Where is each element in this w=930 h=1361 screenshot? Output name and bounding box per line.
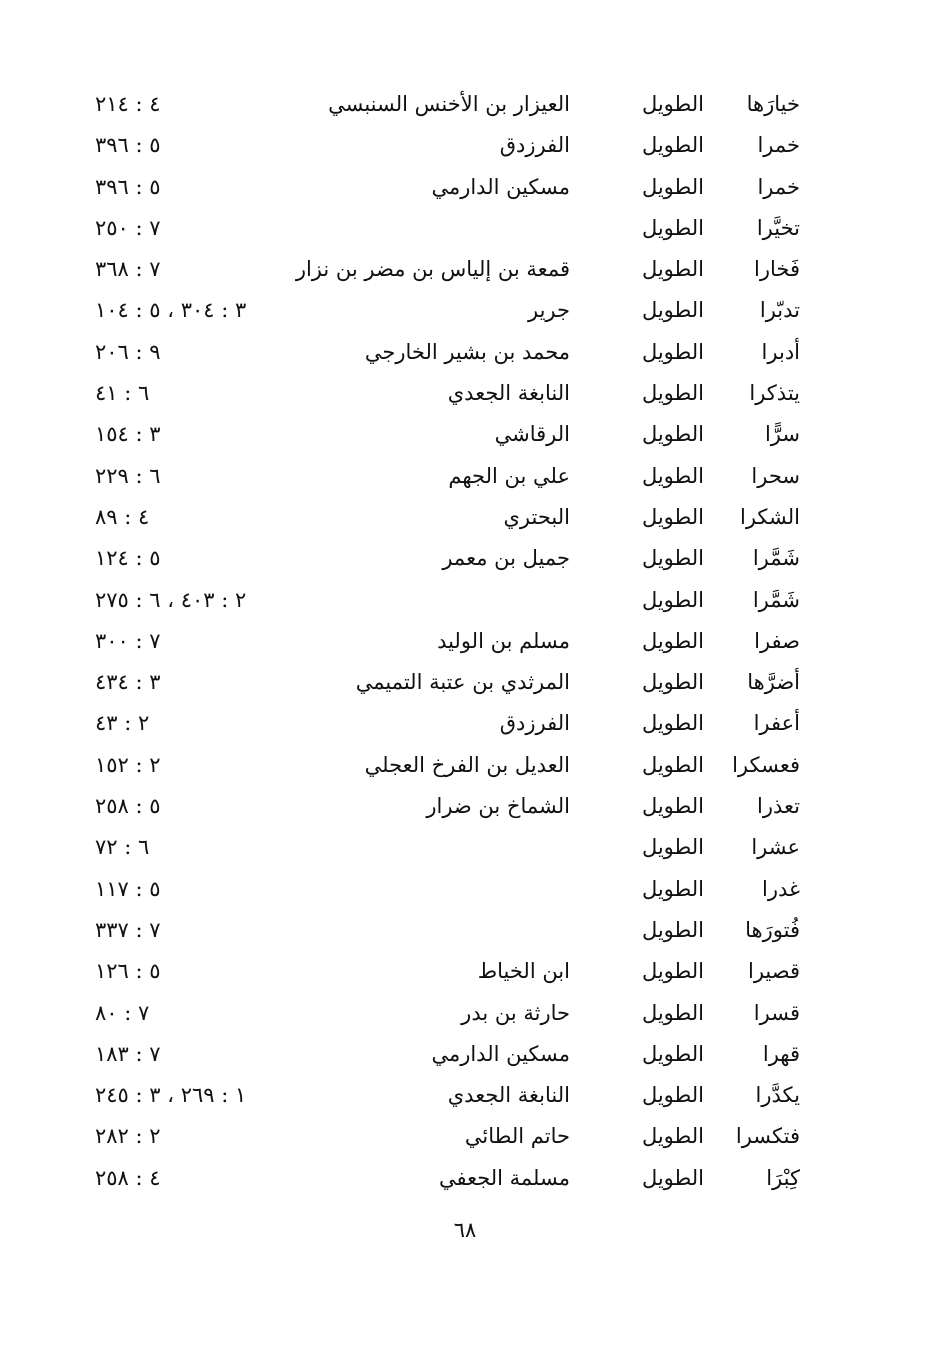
meter-name: الطويل bbox=[641, 298, 704, 323]
rhyme-word: صفرا bbox=[754, 628, 800, 653]
meter-name: الطويل bbox=[641, 381, 704, 406]
index-row bbox=[0, 951, 930, 992]
meter-name: الطويل bbox=[641, 876, 704, 901]
rhyme-word: فعسكرا bbox=[732, 752, 800, 777]
reference: ٧ : ٨٠ bbox=[95, 1000, 150, 1025]
meter-name: الطويل bbox=[641, 546, 704, 571]
index-row bbox=[0, 84, 930, 125]
rhyme-word: تدبّرا bbox=[759, 298, 800, 323]
rhyme-word: أضرَّها bbox=[747, 670, 800, 695]
index-row bbox=[0, 827, 930, 868]
index-row bbox=[0, 1034, 930, 1075]
reference: ٢ : ٤٠٣ ، ٦ : ٢٧٥ bbox=[95, 587, 247, 612]
reference: ٩ : ٢٠٦ bbox=[95, 339, 161, 364]
meter-name: الطويل bbox=[641, 215, 704, 240]
rhyme-word: شَمَّرا bbox=[752, 546, 800, 571]
poet-name: مسلم بن الوليد bbox=[437, 628, 570, 653]
meter-name: الطويل bbox=[641, 917, 704, 942]
poet-name bbox=[290, 580, 570, 621]
poet-name: مسلمة الجعفي bbox=[438, 1165, 570, 1190]
rhyme-word: سرًّا bbox=[764, 422, 800, 447]
index-row bbox=[0, 414, 930, 455]
index-row bbox=[0, 621, 930, 662]
page-number: ٦٨ bbox=[453, 1218, 477, 1242]
index-row bbox=[0, 290, 930, 331]
poet-name: الفرزدق bbox=[499, 711, 570, 736]
meter-name: الطويل bbox=[641, 92, 704, 116]
meter-name: الطويل bbox=[641, 1165, 704, 1190]
index-row bbox=[0, 456, 930, 497]
index-row bbox=[0, 580, 930, 621]
rhyme-word: أعفرا bbox=[753, 711, 800, 736]
rhyme-word: سحرا bbox=[751, 463, 800, 488]
meter-name: الطويل bbox=[641, 339, 704, 364]
reference: ٧ : ٢٥٠ bbox=[95, 215, 161, 240]
rhyme-word: تخيَّرا bbox=[756, 215, 800, 240]
poet-name: الشماخ بن ضرار bbox=[426, 794, 570, 819]
rhyme-word: فتكسرا bbox=[735, 1124, 800, 1149]
index-row bbox=[0, 786, 930, 827]
rhyme-word: أدبرا bbox=[761, 339, 800, 364]
poet-name: حارثة بن بدر bbox=[461, 1000, 570, 1025]
reference: ٧ : ٣٦٨ bbox=[95, 257, 161, 282]
reference: ٧ : ٣٣٧ bbox=[95, 917, 161, 942]
poet-name bbox=[290, 208, 570, 249]
meter-name: الطويل bbox=[641, 1000, 704, 1025]
meter-name: الطويل bbox=[641, 835, 704, 860]
index-row bbox=[0, 167, 930, 208]
poet-name bbox=[290, 869, 570, 910]
index-row bbox=[0, 332, 930, 373]
reference: ٧ : ٣٠٠ bbox=[95, 628, 161, 653]
reference: ٣ : ١٥٤ bbox=[95, 422, 161, 447]
reference: ٤ : ٨٩ bbox=[95, 504, 150, 529]
rhyme-word: الشكرا bbox=[740, 504, 800, 529]
reference: ٤ : ٢١٤ bbox=[95, 92, 161, 116]
reference: ٦ : ٢٢٩ bbox=[95, 463, 161, 488]
index-table bbox=[0, 84, 930, 1199]
meter-name: الطويل bbox=[641, 504, 704, 529]
index-row bbox=[0, 910, 930, 951]
reference: ٣ : ٤٣٤ bbox=[95, 670, 161, 695]
reference: ٦ : ٤١ bbox=[95, 381, 150, 406]
reference: ٣ : ٣٠٤ ، ٥ : ١٠٤ bbox=[95, 298, 247, 323]
poet-name: علي بن الجهم bbox=[448, 463, 570, 488]
meter-name: الطويل bbox=[641, 752, 704, 777]
reference: ٥ : ٣٩٦ bbox=[95, 174, 161, 199]
poet-name: الفرزدق bbox=[499, 133, 570, 158]
meter-name: الطويل bbox=[641, 1083, 704, 1108]
rhyme-word: عشرا bbox=[751, 835, 800, 860]
poet-name: البحتري bbox=[503, 504, 570, 529]
reference: ٥ : ١٢٦ bbox=[95, 959, 161, 984]
meter-name: الطويل bbox=[641, 628, 704, 653]
poet-name: محمد بن بشير الخارجي bbox=[364, 339, 570, 364]
poet-name: حاتم الطائي bbox=[464, 1124, 570, 1149]
poet-name: الرقاشي bbox=[494, 422, 570, 447]
poet-name: قمعة بن إلياس بن مضر بن نزار bbox=[295, 257, 570, 282]
meter-name: الطويل bbox=[641, 587, 704, 612]
reference: ٥ : ٢٥٨ bbox=[95, 794, 161, 819]
reference: ٥ : ١٢٤ bbox=[95, 546, 161, 571]
index-row bbox=[0, 993, 930, 1034]
index-row bbox=[0, 703, 930, 744]
rhyme-word: شَمَّرا bbox=[752, 587, 800, 612]
index-row bbox=[0, 249, 930, 290]
poet-name: العديل بن الفرخ العجلي bbox=[364, 752, 570, 777]
rhyme-word: كِبْرَا bbox=[766, 1165, 800, 1190]
index-row bbox=[0, 208, 930, 249]
meter-name: الطويل bbox=[641, 174, 704, 199]
reference: ٥ : ١١٧ bbox=[95, 876, 161, 901]
rhyme-word: فُتورَها bbox=[745, 917, 800, 942]
index-row bbox=[0, 125, 930, 166]
reference: ١ : ٢٦٩ ، ٣ : ٢٤٥ bbox=[95, 1083, 247, 1108]
rhyme-word: يكدَّرا bbox=[755, 1083, 800, 1108]
reference: ٦ : ٧٢ bbox=[95, 835, 150, 860]
rhyme-word: يتذكرا bbox=[749, 381, 800, 406]
index-row bbox=[0, 373, 930, 414]
reference: ٤ : ٢٥٨ bbox=[95, 1165, 161, 1190]
rhyme-word: قسرا bbox=[753, 1000, 800, 1025]
poet-name: المرثدي بن عتبة التميمي bbox=[355, 670, 570, 695]
index-row bbox=[0, 1075, 930, 1116]
rhyme-word: قصيرا bbox=[747, 959, 800, 984]
meter-name: الطويل bbox=[641, 794, 704, 819]
rhyme-word: خمرا bbox=[757, 174, 800, 199]
index-row bbox=[0, 662, 930, 703]
poet-name bbox=[290, 827, 570, 868]
rhyme-word: خمرا bbox=[757, 133, 800, 158]
rhyme-word: قهرا bbox=[762, 1041, 800, 1066]
rhyme-word: خيارَها bbox=[746, 92, 800, 116]
reference: ٢ : ١٥٢ bbox=[95, 752, 161, 777]
index-row bbox=[0, 1158, 930, 1199]
rhyme-word: فَخارا bbox=[754, 257, 800, 282]
index-row bbox=[0, 538, 930, 579]
meter-name: الطويل bbox=[641, 711, 704, 736]
meter-name: الطويل bbox=[641, 133, 704, 158]
meter-name: الطويل bbox=[641, 959, 704, 984]
meter-name: الطويل bbox=[641, 422, 704, 447]
poet-name bbox=[290, 910, 570, 951]
rhyme-word: تعذرا bbox=[757, 794, 800, 819]
reference: ٧ : ١٨٣ bbox=[95, 1041, 161, 1066]
reference: ٢ : ٤٣ bbox=[95, 711, 150, 736]
index-row bbox=[0, 745, 930, 786]
meter-name: الطويل bbox=[641, 1124, 704, 1149]
poet-name: ابن الخياط bbox=[477, 959, 570, 984]
meter-name: الطويل bbox=[641, 1041, 704, 1066]
reference: ٥ : ٣٩٦ bbox=[95, 133, 161, 158]
poet-name: جرير bbox=[528, 298, 570, 323]
meter-name: الطويل bbox=[641, 463, 704, 488]
index-row bbox=[0, 1116, 930, 1157]
reference: ٢ : ٢٨٢ bbox=[95, 1124, 161, 1149]
poet-name: النابغة الجعدي bbox=[447, 1083, 570, 1108]
meter-name: الطويل bbox=[641, 257, 704, 282]
meter-name: الطويل bbox=[641, 670, 704, 695]
poet-name: مسكين الدارمي bbox=[431, 1041, 570, 1066]
index-row bbox=[0, 869, 930, 910]
poet-name: جميل بن معمر bbox=[442, 546, 570, 571]
poet-name: النابغة الجعدي bbox=[447, 381, 570, 406]
poet-name: العيزار بن الأخنس السنبسي bbox=[328, 92, 570, 116]
index-row bbox=[0, 497, 930, 538]
rhyme-word: غدرا bbox=[762, 876, 800, 901]
poet-name: مسكين الدارمي bbox=[431, 174, 570, 199]
